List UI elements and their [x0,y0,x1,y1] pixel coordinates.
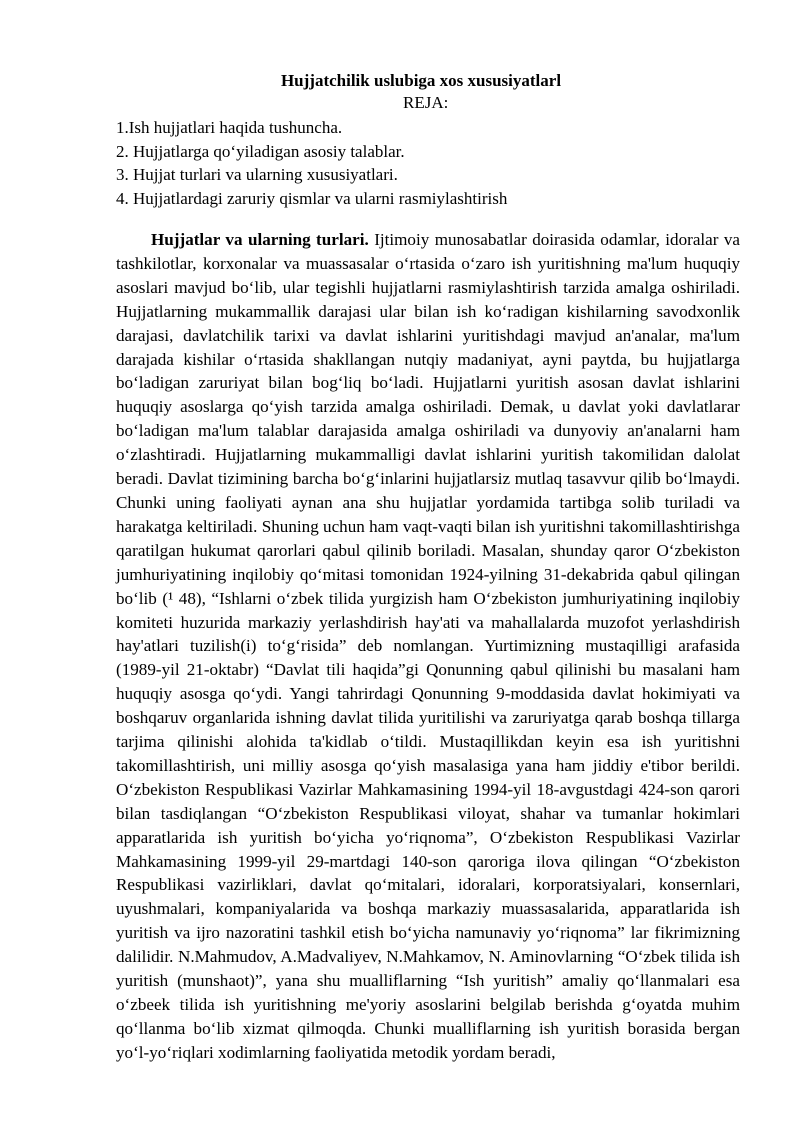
document-title: Hujjatchilik uslubiga xos xususiyatlarl [280,71,562,90]
body-paragraph [116,228,740,1065]
paragraph-lead: Hujjatlar va ularning turlari. [151,230,369,249]
paragraph-text: Ijtimoiy munosabatlar doirasida odamlar, idoralar va tashkilotlar, korxonalar va muassasalar o‘rtasida o‘zaro ish yuritishning ma'lum huquqiy asoslari mavjud bo‘lib, ular tegishli hujjatlarni rasmiylashtirish tarzida amalga oshiriladi. Hujjatlarning mukammallik darajasi ular bilan ish ko‘radigan kishilarning savodxonlik darajasi, davlatchilik tarixi va davlat ishlarini yuritishdagi mavjud an'analar, ma'lum darajada kishilar o‘rtasida shakllangan nutqiy madaniyat, ayni paytda, bu hujjatlarga bo‘ladigan zaruriyat bilan bog‘liq bo‘ladi. Hujjatlarni yuritish asosan davlat ishlarini huquqiy asoslarga qo‘yish tarzida amalga oshiriladi. Demak, u davlat yoki davlatlarar bo‘ladigan ma'lum talablar darajasida amalga oshiriladi va dunyoviy an'analarni ham o‘zlashtiradi. Hujjatlarning mukammalligi davlat ishlarini yuritish takomilidan dalolat beradi. Davlat tizimining barcha bo‘g‘inlarini hujjatlarsiz mutlaq tasavvur qilib bo‘lmaydi. Chunki uning faoliyati aynan ana shu hujjatlar yordamida tartibga solib turiladi va harakatga keltiriladi. Shuning uchun ham vaqt-vaqti bilan ish yuritishni takomillashtirishga qaratilgan hukumat qarorlari qabul qilinib boriladi. Masalan, shunday qaror O‘zbekiston jumhuriyatining inqilobiy qo‘mitasi tomonidan 1924-yilning 31-dekabrida qabul qilingan bo‘lib (¹ 48), “Ishlarni o‘zbek tilida yurgizish ham O‘zbekiston jumhuriyatining inqilobiy komiteti huzurida markaziy yerlashdirish hay'ati va mahallalarda muzofot yerlashdirish hay'atlari tuzilish(i) to‘g‘risida” deb nomlangan. Yurtimizning mustaqilligi arafasida (1989-yil 21-oktabr) “Davlat tili haqida”gi Qonunning qabul qilinishi bu masalani ham huquqiy asosga qo‘ydi. Yangi tahrirdagi Qonunning 9-moddasida davlat hokimiyati va boshqaruv organlarida ishning davlat tilida yuritilishi va zaruriyatga qarab boshqa tillarga tarjima qilinishi alohida ta'kidlab o‘tildi. Mustaqillikdan keyin esa ish yuritishni takomillashtirish, uni milliy asosga qo‘yish masalasiga yana ham jiddiy e'tibor berildi. O‘zbekiston Respublikasi Vazirlar Mahkamasining 1994-yil 18-avgustdagi 424-son qarori bilan tasdiqlangan “O‘zbekiston Respublikasi viloyat, shahar va tumanlar hokimlari apparatlarida ish yuritish bo‘yicha yo‘riqnoma”, O‘zbekiston Respublikasi Vazirlar Mahkamasining 1999-yil 29-martdagi 140-son qaroriga ilova qilingan “O‘zbekiston Respublikasi vazirliklari, davlat qo‘mitalari, idoralari, korporatsiyalari, konsernlari, uyushmalari, kompaniyalarida va boshqa markaziy muassasalarida, apparatlarida ish yuritish va ijro nazoratini tashkil etish bo‘yicha namunaviy yo‘riqnoma” lar fikrimizning dalilidir. N.Mahmudov, A.Madvaliyev, N.Mahkamov, N. Aminovlarning “O‘zbek tilida ish yuritish (munshaot)”, yana shu mualliflarning “Ish yuritish” amaliy qo‘llanmalari esa o‘zbeek tilida ish yuritishning me'yoriy asoslarini belgilab berishda g‘oyatda muhim qo‘llanma bo‘lib xizmat qilmoqda. Chunki mualliflarning ish yuritish borasida bergan yo‘l-yo‘riqlari xodimlarning faoliyatida metodik yordam beradi, [116,230,741,1062]
plan-item: 2. Hujjatlarga qo‘yiladigan asosiy talablar. [116,141,405,161]
plan-item: 4. Hujjatlardagi zaruriy qismlar va ularni rasmiylashtirish [116,188,508,208]
plan-list [116,116,740,210]
plan-heading: REJA: [403,93,449,112]
plan-item: 3. Hujjat turlari va ularning xususiyatlari. [116,165,398,184]
plan-item: 1.Ish hujjatlari haqida tushuncha. [116,118,343,137]
